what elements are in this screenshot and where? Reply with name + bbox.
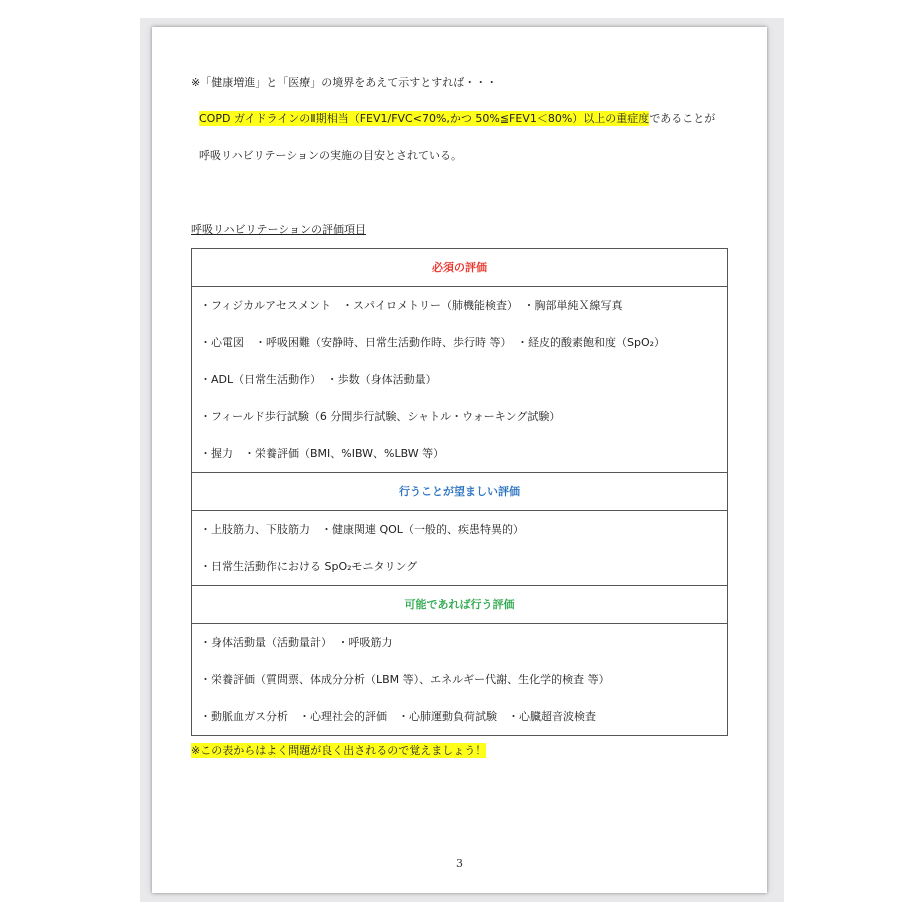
recommended-evaluation-body	[192, 511, 727, 586]
evaluation-table	[191, 248, 728, 736]
table-row: ・身体活動量（活動量計） ・呼吸筋力	[200, 636, 393, 649]
page-number: 3	[456, 857, 463, 870]
intro-note: ※「健康増進」と「医療」の境界をあえて示すとすれば・・・	[191, 76, 498, 89]
table-title: 呼吸リハビリテーションの評価項目	[191, 223, 367, 236]
optional-evaluation-body	[192, 624, 727, 735]
table-row: ・心電図 ・呼吸困難（安静時、日常生活動作時、歩行時 等） ・経皮的酸素飽和度（SpO₂）	[200, 336, 666, 349]
footer-note: ※この表からはよく問題が良く出されるので覚えましょう！	[191, 744, 487, 757]
table-row: ・動脈血ガス分析 ・心理社会的評価 ・心肺運動負荷試験 ・心臓超音波検査	[200, 710, 596, 723]
document-page	[152, 27, 767, 893]
table-row: ・栄養評価（質問票、体成分分析（LBM 等）、エネルギー代謝、生化学的検査 等）	[200, 673, 610, 686]
table-row: ・日常生活動作における SpO₂モニタリング	[200, 560, 418, 573]
recommended-evaluation-header: 行うことが望ましい評価	[192, 473, 727, 511]
optional-evaluation-header: 可能であれば行う評価	[192, 586, 727, 624]
criterion-second-line: 呼吸リハビリテーションの実施の目安とされている。	[199, 149, 463, 162]
criterion-suffix: であることが	[649, 112, 716, 125]
required-evaluation-body	[192, 287, 727, 473]
table-row: ・上肢筋力、下肢筋力 ・健康関連 QOL（一般的、疾患特異的）	[200, 523, 524, 536]
table-row: ・フィジカルアセスメント ・スパイロメトリー（肺機能検査） ・胸部単純Ｘ線写真	[200, 299, 623, 312]
table-row: ・握力 ・栄養評価（BMI、%IBW、%LBW 等）	[200, 447, 445, 460]
table-row: ・フィールド歩行試験（6 分間歩行試験、シャトル・ウォーキング試験）	[200, 410, 561, 423]
highlighted-criterion: COPD ガイドラインのⅡ期相当（FEV1/FVC<70%,かつ 50%≦FEV1＜80%）以上の重症度	[199, 112, 650, 125]
footer-note-line	[191, 743, 486, 758]
criterion-line	[199, 111, 715, 126]
required-evaluation-header: 必須の評価	[192, 249, 727, 287]
table-row: ・ADL（日常生活動作） ・歩数（身体活動量）	[200, 373, 437, 386]
